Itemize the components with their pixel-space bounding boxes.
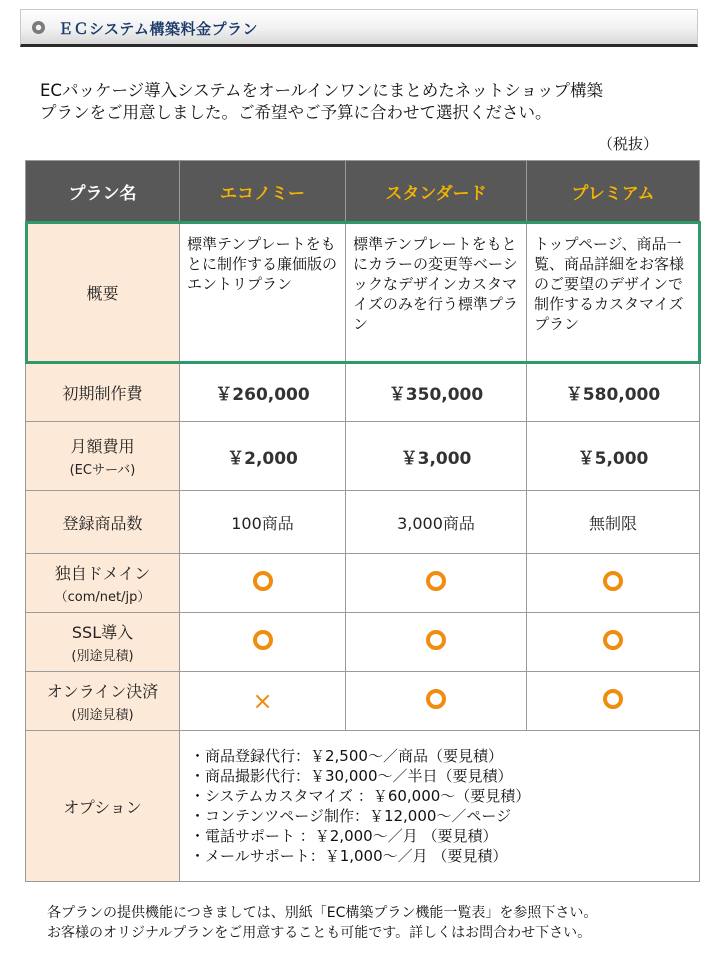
item-count-standard: 3,000商品 <box>346 491 527 554</box>
monthly-fee-standard: ￥3,000 <box>346 422 527 491</box>
initial-cost-row <box>26 363 700 422</box>
item-count-economy: 100商品 <box>180 491 346 554</box>
footer-line-2: お客様のオリジナルプランをご用意することも可能です。詳しくはお問合わせ下さい。 <box>47 925 592 941</box>
header-plan-name: プラン名 <box>26 161 180 222</box>
circle-icon <box>603 689 623 709</box>
header-standard: スタンダード <box>346 161 527 222</box>
summary-standard <box>346 222 527 363</box>
payment-label: オンライン決済 <box>46 682 159 701</box>
intro-line-1: ECパッケージ導入システムをオールインワンにまとめたネットショップ構築 <box>40 81 603 100</box>
section-header <box>20 9 698 47</box>
option-item: ・メールサポート：￥1,000～／月 （要見積） <box>190 847 508 865</box>
circle-icon <box>253 571 273 591</box>
monthly-fee-economy: ￥2,000 <box>180 422 346 491</box>
item-count-row <box>26 491 700 554</box>
tax-note: （税抜） <box>597 135 658 153</box>
option-item: ・商品登録代行：￥2,500～／商品（要見積） <box>190 747 503 765</box>
summary-premium <box>527 222 700 363</box>
monthly-fee-row <box>26 422 700 491</box>
ssl-standard <box>346 613 527 672</box>
circle-icon <box>253 630 273 650</box>
domain-premium <box>527 554 700 613</box>
payment-row <box>26 672 700 731</box>
item-count-label: 登録商品数 <box>26 491 180 554</box>
options-row <box>26 731 700 882</box>
monthly-fee-sub: (ECサーバ) <box>69 463 136 478</box>
domain-sub: （com/net/jp） <box>54 590 151 605</box>
domain-label-cell <box>26 554 180 613</box>
circle-icon <box>603 630 623 650</box>
ssl-economy <box>180 613 346 672</box>
option-item: ・商品撮影代行：￥30,000～／半日（要見積） <box>190 767 513 785</box>
summary-text-economy: 標準テンプレートをもとに制作する廉価版のエントリプラン <box>187 235 338 293</box>
summary-row <box>26 222 700 363</box>
item-count-premium: 無制限 <box>527 491 700 554</box>
payment-premium <box>527 672 700 731</box>
intro-text <box>40 80 700 124</box>
footer-line-1: 各プランの提供機能につきましては、別紙「EC構築プラン機能一覧表」を参照下さい。 <box>47 905 598 921</box>
payment-standard <box>346 672 527 731</box>
initial-cost-economy: ￥260,000 <box>180 363 346 422</box>
table-header-row <box>26 161 700 222</box>
summary-label: 概要 <box>26 222 180 363</box>
summary-economy <box>180 222 346 363</box>
section-title: ＥＣシステム構築料金プラン <box>58 20 259 38</box>
header-premium: プレミアム <box>527 161 700 222</box>
domain-economy <box>180 554 346 613</box>
domain-label: 独自ドメイン <box>54 564 151 583</box>
option-item: ・電話サポート ：￥2,000～／月 （要見積） <box>190 827 498 845</box>
domain-row <box>26 554 700 613</box>
circle-icon <box>426 571 446 591</box>
ssl-label-cell <box>26 613 180 672</box>
initial-cost-premium: ￥580,000 <box>527 363 700 422</box>
payment-economy <box>180 672 346 731</box>
ssl-sub: (別途見積) <box>71 649 134 664</box>
initial-cost-label: 初期制作費 <box>26 363 180 422</box>
options-cell <box>180 731 700 882</box>
payment-label-cell <box>26 672 180 731</box>
circle-icon <box>426 630 446 650</box>
header-economy: エコノミー <box>180 161 346 222</box>
circle-icon <box>603 571 623 591</box>
domain-standard <box>346 554 527 613</box>
monthly-fee-label: 月額費用 <box>70 437 135 456</box>
summary-text-standard: 標準テンプレートをもとにカラーの変更等ベーシックなデザインカスタマイズのみを行う標準プラン <box>353 235 518 333</box>
cross-icon: × <box>252 687 273 715</box>
monthly-fee-label-cell <box>26 422 180 491</box>
option-item: ・コンテンツページ制作：￥12,000～／ページ <box>190 807 512 825</box>
pricing-table <box>25 160 700 882</box>
payment-sub: (別途見積) <box>71 708 134 723</box>
summary-text-premium: トップページ、商品一覧、商品詳細をお客様のご要望のデザインで制作するカスタマイズプラン <box>534 235 685 333</box>
initial-cost-standard: ￥350,000 <box>346 363 527 422</box>
footer-note <box>47 903 707 943</box>
options-label: オプション <box>26 731 180 882</box>
monthly-fee-premium: ￥5,000 <box>527 422 700 491</box>
circle-icon <box>426 689 446 709</box>
options-list <box>180 746 699 866</box>
intro-line-2: プランをご用意しました。ご希望やご予算に合わせて選択ください。 <box>40 103 552 122</box>
option-item: ・システムカスタマイズ ：￥60,000～（要見積） <box>190 787 531 805</box>
ssl-premium <box>527 613 700 672</box>
bullet-icon <box>32 21 45 34</box>
ssl-row <box>26 613 700 672</box>
ssl-label: SSL導入 <box>71 623 134 642</box>
